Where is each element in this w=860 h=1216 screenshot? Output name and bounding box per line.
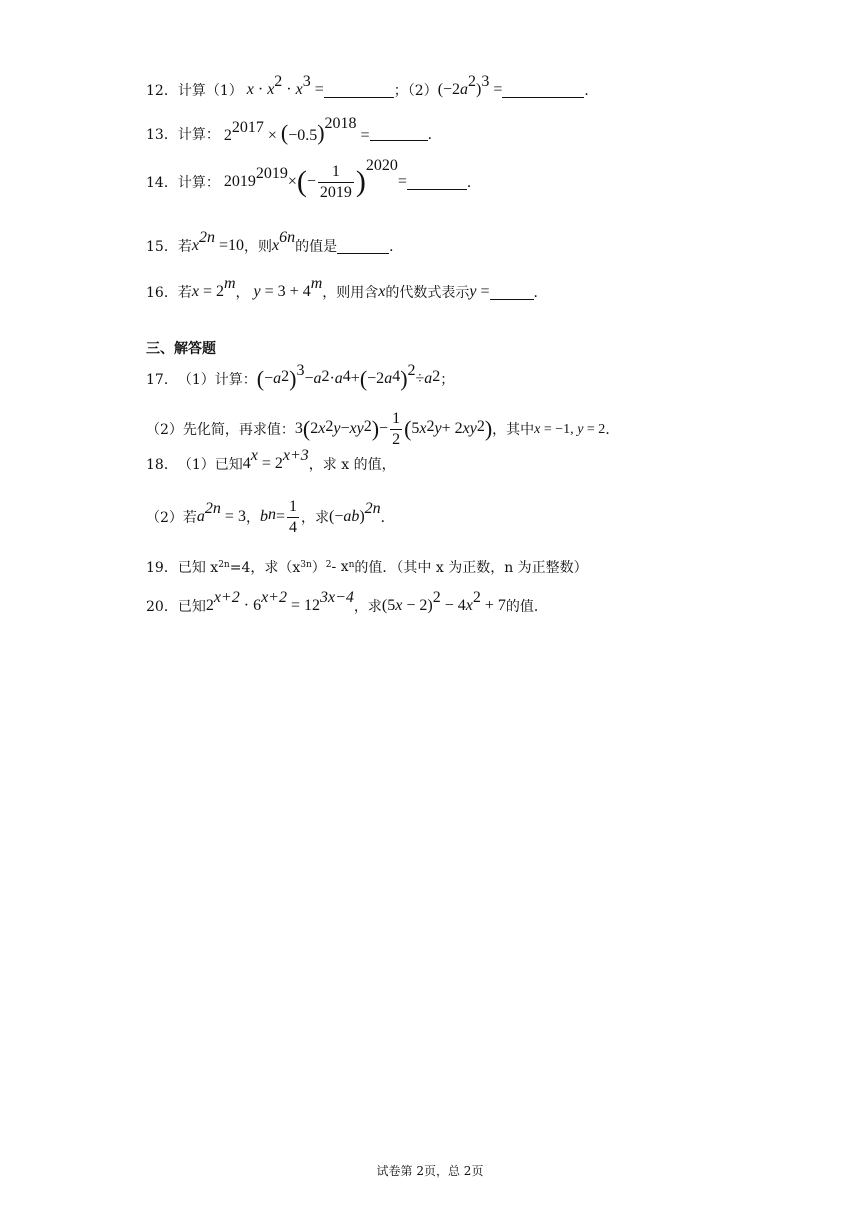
math-expression: $x = 2^m$ bbox=[191, 275, 236, 300]
page-footer: 试卷第 2页，总 2页 bbox=[376, 1164, 484, 1178]
question-prefix: 计算： bbox=[177, 126, 220, 143]
question-part-label: （2）先化简，再求值： bbox=[146, 422, 295, 439]
question-text: 已知 x bbox=[177, 560, 219, 576]
math-expression: $y = 3 + 4^m$ bbox=[253, 275, 323, 300]
question-end: ． bbox=[533, 285, 548, 301]
math-expression: b $^n$ = $\frac{1}{4}$ bbox=[259, 498, 297, 536]
question-prefix: 若 bbox=[177, 285, 192, 301]
question-number: 16． bbox=[146, 285, 178, 301]
question-text: 的值．（其中 x 为正数，n 为正整数） bbox=[354, 560, 588, 576]
question-mid2: ，求 bbox=[300, 510, 329, 527]
question-number: 14． bbox=[146, 175, 178, 192]
question-end: ，求 x 的值， bbox=[308, 457, 396, 473]
question-mid: ，其中 bbox=[492, 422, 535, 439]
question-number: 20． bbox=[146, 599, 178, 615]
math-variable: x bbox=[378, 283, 386, 300]
math-expression: y = bbox=[469, 283, 490, 300]
question-13 bbox=[146, 115, 442, 145]
question-prefix: 计算： bbox=[177, 175, 220, 192]
question-text: =4，求（x bbox=[229, 560, 301, 576]
math-expression: $a^{2n} = 3$ bbox=[196, 500, 246, 526]
answer-blank bbox=[324, 83, 394, 98]
answer-blank bbox=[370, 126, 428, 141]
question-text: - x bbox=[331, 559, 349, 575]
math-expression: $2^{2017} \times (-0.5)^{2018}$ = bbox=[223, 115, 370, 145]
question-number: 17． bbox=[146, 372, 178, 388]
question-mid: ， bbox=[235, 285, 250, 301]
question-16 bbox=[146, 275, 548, 302]
question-18-part1 bbox=[146, 447, 396, 474]
math-expression: $x \cdot x^2 \cdot x^3$ = bbox=[246, 73, 324, 98]
math-expression: x = −1, y = 2 bbox=[534, 421, 606, 437]
math-expression: ( − a $^2$ ) $^3$ − a $^2$ · a $^4$ + ( −2 a $^4$ ) $^2$ ÷ a $^2$ bbox=[256, 362, 441, 391]
question-end: ； bbox=[440, 372, 455, 388]
question-part2: ；（2） bbox=[393, 83, 438, 99]
question-18-part2 bbox=[146, 498, 395, 536]
math-expression: $4^x = 2^{x+3}$ bbox=[242, 447, 309, 472]
math-expression: $x^{2n} =10$ bbox=[191, 229, 244, 254]
question-end: ． bbox=[466, 175, 481, 192]
math-expression: $x^{6n}$ bbox=[271, 229, 296, 254]
question-end: ． bbox=[380, 510, 395, 527]
question-mid: ，则 bbox=[243, 239, 272, 255]
question-suffix: ，则用含 bbox=[322, 285, 379, 301]
question-suffix2: 的代数式表示 bbox=[385, 285, 470, 301]
question-prefix: 若 bbox=[177, 239, 192, 255]
question-prefix: 已知 bbox=[177, 599, 206, 615]
question-end: ． bbox=[584, 83, 599, 99]
math-expression: $(-2a^2)^3$ = bbox=[437, 73, 503, 98]
question-prefix: 计算（1） bbox=[177, 83, 243, 99]
question-14 bbox=[146, 157, 481, 201]
question-suffix: 的值是 bbox=[295, 239, 338, 255]
question-15 bbox=[146, 229, 404, 256]
question-12 bbox=[146, 73, 599, 100]
math-expression: $(5x - 2)^2 - 4x^2 + 7$ bbox=[381, 589, 506, 614]
section-heading: 三、解答题 bbox=[146, 341, 216, 357]
math-expression: $(-ab)^{2n}$ bbox=[328, 500, 381, 526]
question-part-label: （1）已知 bbox=[177, 457, 243, 473]
question-end: ． bbox=[605, 422, 620, 439]
question-17-part1 bbox=[146, 362, 455, 391]
answer-blank bbox=[502, 83, 584, 98]
question-number: 19． bbox=[146, 560, 178, 576]
question-end: ． bbox=[389, 239, 404, 255]
question-20 bbox=[146, 589, 548, 616]
question-17-part2 bbox=[146, 410, 619, 448]
question-end: ． bbox=[427, 126, 442, 143]
question-mid: ， bbox=[245, 510, 260, 527]
question-number: 13． bbox=[146, 126, 178, 143]
question-number: 12． bbox=[146, 83, 178, 99]
question-number: 15． bbox=[146, 239, 178, 255]
answer-blank bbox=[490, 285, 534, 300]
question-part-label: （2）若 bbox=[146, 510, 197, 527]
answer-blank bbox=[407, 175, 467, 190]
math-expression: $2^{x+2} \cdot 6^{x+2} = 12^{3x-4}$ bbox=[205, 589, 354, 614]
question-part-label: （1）计算： bbox=[177, 372, 257, 388]
question-19: 19． 已知 x $^{2n}$ =4，求（x $^{3n}$ ） $^2$ - x $^n$ 的值．（其中 x 为正数，n 为正整数） bbox=[146, 559, 588, 576]
question-end: 的值． bbox=[505, 599, 548, 615]
question-text: ） bbox=[311, 560, 326, 576]
answer-blank bbox=[337, 239, 389, 254]
math-expression: 2019 $^{2019}$ × ( − $\frac{1}{2019}$ ) $^{2020}$ = bbox=[223, 157, 407, 201]
math-expression: 3 ( 2 x $^2$ y − xy $^2$ ) − $\frac{1}{2}$ ( 5 x $^2$ y + 2 xy $^2$ ) bbox=[294, 410, 493, 448]
question-number: 18． bbox=[146, 457, 178, 473]
question-mid: ，求 bbox=[353, 599, 382, 615]
